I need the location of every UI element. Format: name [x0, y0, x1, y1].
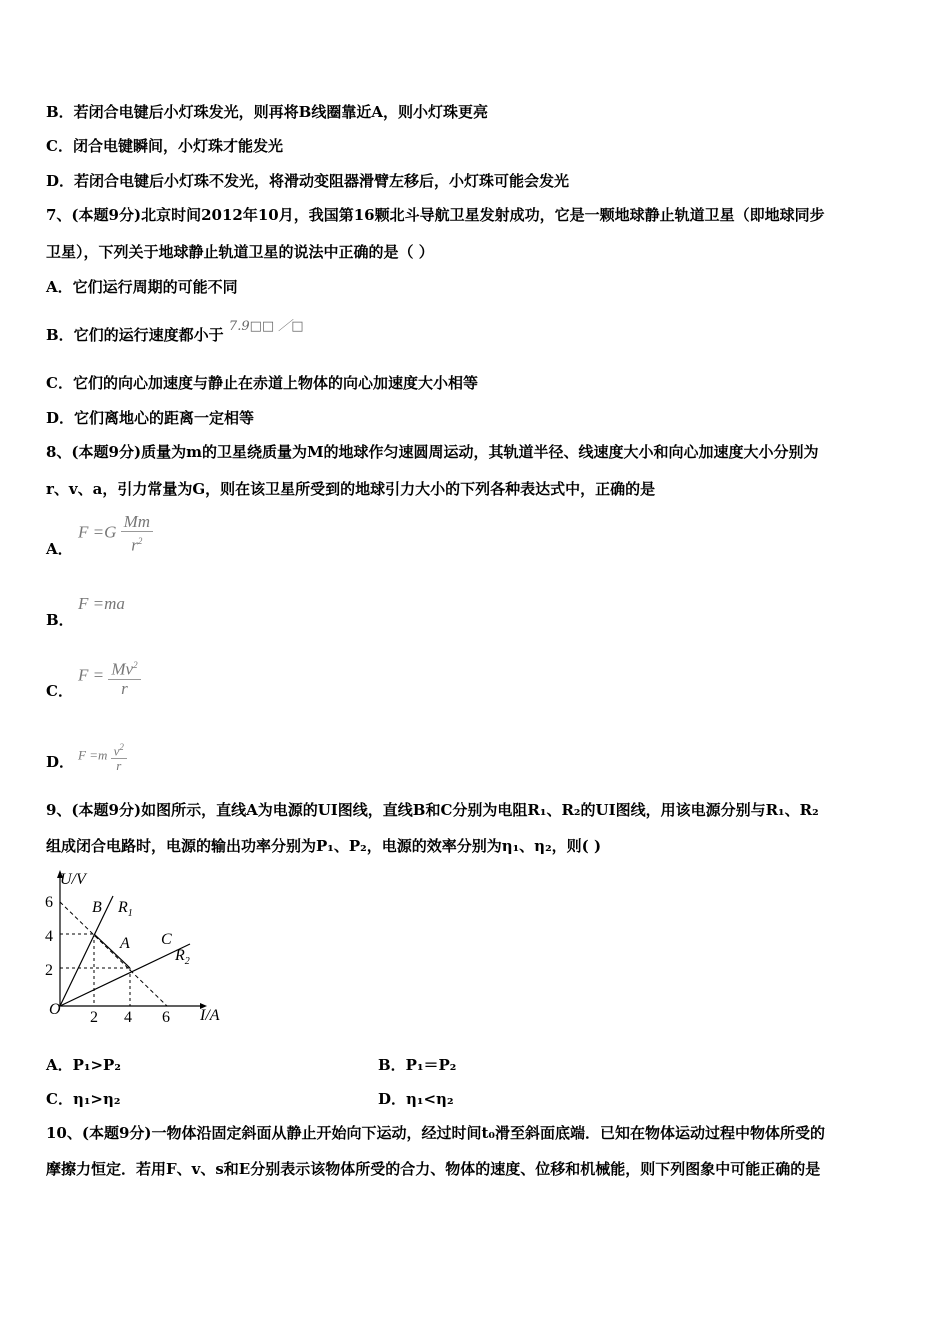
line-b	[60, 896, 113, 1006]
q7-stem-line2: 卫星），下列关于地球静止轨道卫星的说法中正确的是（ ）	[46, 243, 434, 261]
line-a-dashed	[60, 902, 167, 1006]
q7-option-b-math: 7.9□□ ／□	[228, 319, 304, 334]
q8-formula-c-den: r	[121, 678, 128, 698]
label-r1-main: R	[118, 899, 128, 916]
q7-option-c: C．它们的向心加速度与静止在赤道上物体的向心加速度大小相等	[46, 374, 478, 392]
q9-stem-line2: 组成闭合电路时，电源的输出功率分别为P₁、P₂，电源的效率分别为η₁、η₂，则( )	[46, 837, 602, 855]
q7-option-d: D．它们离地心的距离一定相等	[46, 409, 255, 427]
q7-stem-line1: 7、(本题9分)北京时间2012年10月，我国第16颗北斗导航卫星发射成功，它是一颗地球静止轨道卫星（即地球同步	[46, 206, 825, 224]
q8-formula-d-lhs: F =m	[78, 747, 108, 763]
y-axis-label: U/V	[60, 871, 86, 888]
q8-formula-a-den-sup: 2	[137, 536, 143, 546]
q8-formula-d	[78, 740, 127, 773]
label-r2	[174, 947, 190, 967]
q8-formula-d-den: r	[116, 758, 122, 774]
label-r2-main: R	[175, 947, 185, 964]
q6-option-b: B．若闭合电键后小灯珠发光，则再将B线圈靠近A，则小灯珠更亮	[46, 103, 488, 121]
y-tick-2: 2	[45, 962, 53, 979]
q8-formula-a-frac	[121, 513, 153, 555]
x-tick-4: 4	[124, 1009, 132, 1026]
q9-stem-line1: 9、(本题9分)如图所示，直线A为电源的UI图线，直线B和C分别为电阻R₁、R₂的UI图线，用该电源分别与R₁、R₂	[46, 801, 819, 819]
x-axis-label: I/A	[200, 1007, 220, 1024]
q8-option-d-label: D．	[46, 753, 75, 771]
label-b: B	[92, 899, 102, 916]
q8-formula-a-den: r	[131, 535, 138, 555]
q8-formula-a	[78, 513, 153, 555]
q8-formula-a-lhs: F =G	[78, 522, 117, 542]
q8-formula-d-num-sup: 2	[119, 742, 124, 752]
q7-option-b	[46, 319, 304, 347]
q8-formula-c	[78, 656, 141, 698]
q8-formula-d-num: v	[113, 743, 120, 759]
q8-formula-c-num: Mv	[111, 659, 134, 679]
q9-option-b: B．P₁＝P₂	[378, 1056, 457, 1074]
x-tick-2: 2	[90, 1009, 98, 1026]
q8-formula-c-num-wrap	[108, 656, 140, 680]
q7-option-a: A．它们运行周期的可能不同	[46, 278, 238, 296]
q6-option-c: C．闭合电键瞬间，小灯珠才能发光	[46, 137, 283, 155]
q8-formula-a-den-wrap	[131, 532, 142, 555]
ui-graph	[40, 866, 220, 1030]
label-a: A	[120, 935, 130, 952]
q8-stem-line2: r、v、a，引力常量为G，则在该卫星所受到的地球引力大小的下列各种表达式中，正确的是	[46, 480, 656, 498]
q8-formula-c-lhs: F =	[78, 665, 105, 685]
q9-option-a: A．P₁>P₂	[46, 1056, 121, 1074]
label-r2-sub: 2	[184, 956, 190, 967]
q9-option-c: C．η₁>η₂	[46, 1090, 121, 1108]
q10-stem-line1: 10、(本题9分)一物体沿固定斜面从静止开始向下运动，经过时间t₀滑至斜面底端．已知在物体运动过程中物体所受的	[46, 1124, 826, 1142]
q8-formula-b: F =ma	[78, 594, 125, 613]
q8-option-a-label: A．	[46, 540, 73, 558]
line-c	[60, 944, 190, 1006]
q7-option-b-text: B．它们的运行速度都小于	[46, 326, 224, 344]
origin-label: O	[49, 1001, 61, 1018]
q9-option-d: D．η₁<η₂	[378, 1090, 454, 1108]
label-r1-sub: 1	[127, 908, 133, 919]
y-tick-6: 6	[45, 894, 53, 911]
q10-stem-line2: 摩擦力恒定．若用F、v、s和E分别表示该物体所受的合力、物体的速度、位移和机械能，则下列图象中可能正确的是	[46, 1160, 821, 1178]
q8-formula-c-frac	[108, 656, 140, 698]
q8-formula-d-frac	[111, 740, 127, 773]
x-tick-6: 6	[162, 1009, 170, 1026]
q8-formula-a-num: Mm	[121, 513, 153, 532]
y-tick-4: 4	[45, 928, 53, 945]
q6-option-d: D．若闭合电键后小灯珠不发光，将滑动变阻器滑臂左移后，小灯珠可能会发光	[46, 172, 570, 190]
q8-option-b-label: B．	[46, 611, 74, 629]
q8-option-c-label: C．	[46, 682, 73, 700]
q8-formula-d-num-wrap	[111, 740, 127, 759]
label-r1	[117, 899, 133, 919]
label-c: C	[161, 931, 172, 948]
q8-formula-c-num-sup: 2	[133, 660, 138, 670]
q8-stem-line1: 8、(本题9分)质量为m的卫星绕质量为M的地球作匀速圆周运动，其轨道半径、线速度大小和向心加速度大小分别为	[46, 443, 819, 461]
